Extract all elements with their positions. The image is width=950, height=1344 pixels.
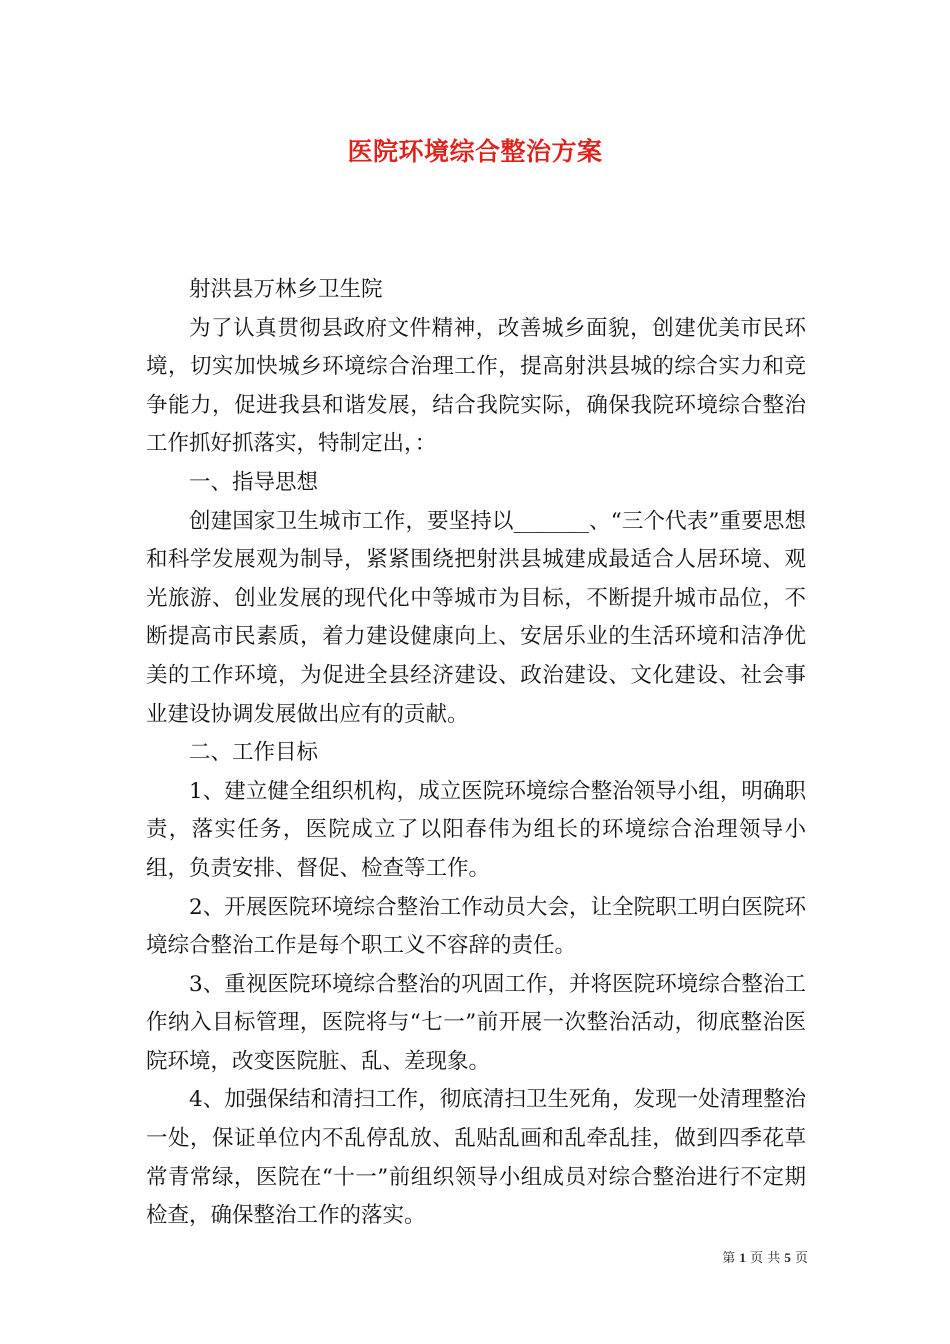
document-title: 医院环境综合整治方案 — [347, 137, 603, 166]
work-goal-item-4: 4、加强保结和清扫工作，彻底清扫卫生死角，发现一处清理整治一处，保证单位内不乱停乱放、乱贴乱画和乱牵乱挂，做到四季花草常青常绿，医院在“十一”前组织领导小组成员对综合整治进行不定期检查，确保整治工作的落实。 — [146, 1087, 806, 1229]
footer-total-pages: 5 — [784, 1250, 791, 1265]
work-goal-item-1: 1、建立健全组织机构，成立医院环境综合整治领导小组，明确职责，落实任务，医院成立了以阳春伟为组长的环境综合治理领导小组，负责安排、督促、检查等工作。 — [146, 778, 806, 881]
footer-current-page: 1 — [739, 1250, 746, 1265]
footer-suffix: 页 — [794, 1251, 808, 1266]
document-body — [146, 271, 806, 1236]
work-goal-item-3: 3、重视医院环境综合整治的巩固工作，并将医院环境综合整治工作纳入目标管理，医院将与“七一”前开展一次整治活动，彻底整治医院环境，改变医院脏、乱、差现象。 — [146, 971, 806, 1074]
guiding-ideology-paragraph: 创建国家卫生城市工作，要坚持以_______、“三个代表”重要思想和科学发展观为制导，紧紧围绕把射洪县城建成最适合人居环境、观光旅游、创业发展的现代化中等城市为目标，不断提升城市品位，不断提高市民素质，着力建设健康向上、安居乐业的生活环境和洁净优美的工作环境，为促进全县经济建设、政治建设、文化建设、社会事业建设协调发展做出应有的贡献。 — [146, 508, 806, 727]
section-heading-guiding-ideology: 一、指导思想 — [189, 469, 319, 495]
organization-name: 射洪县万林乡卫生院 — [189, 277, 383, 302]
section-heading-work-goals: 二、工作目标 — [189, 740, 319, 766]
work-goal-item-2: 2、开展医院环境综合整治工作动员大会，让全院职工明白医院环境综合整治工作是每个职工义不容辞的责任。 — [146, 894, 806, 959]
footer-middle: 页 共 — [750, 1251, 781, 1266]
footer-prefix: 第 — [722, 1251, 736, 1266]
page-footer — [722, 1247, 808, 1266]
intro-paragraph: 为了认真贯彻县政府文件精神，改善城乡面貌，创建优美市民环境，切实加快城乡环境综合治理工作，提高射洪县城的综合实力和竞争能力，促进我县和谐发展，结合我院实际，确保我院环境综合整治工作抓好抓落实，特制定出，： — [146, 315, 806, 457]
